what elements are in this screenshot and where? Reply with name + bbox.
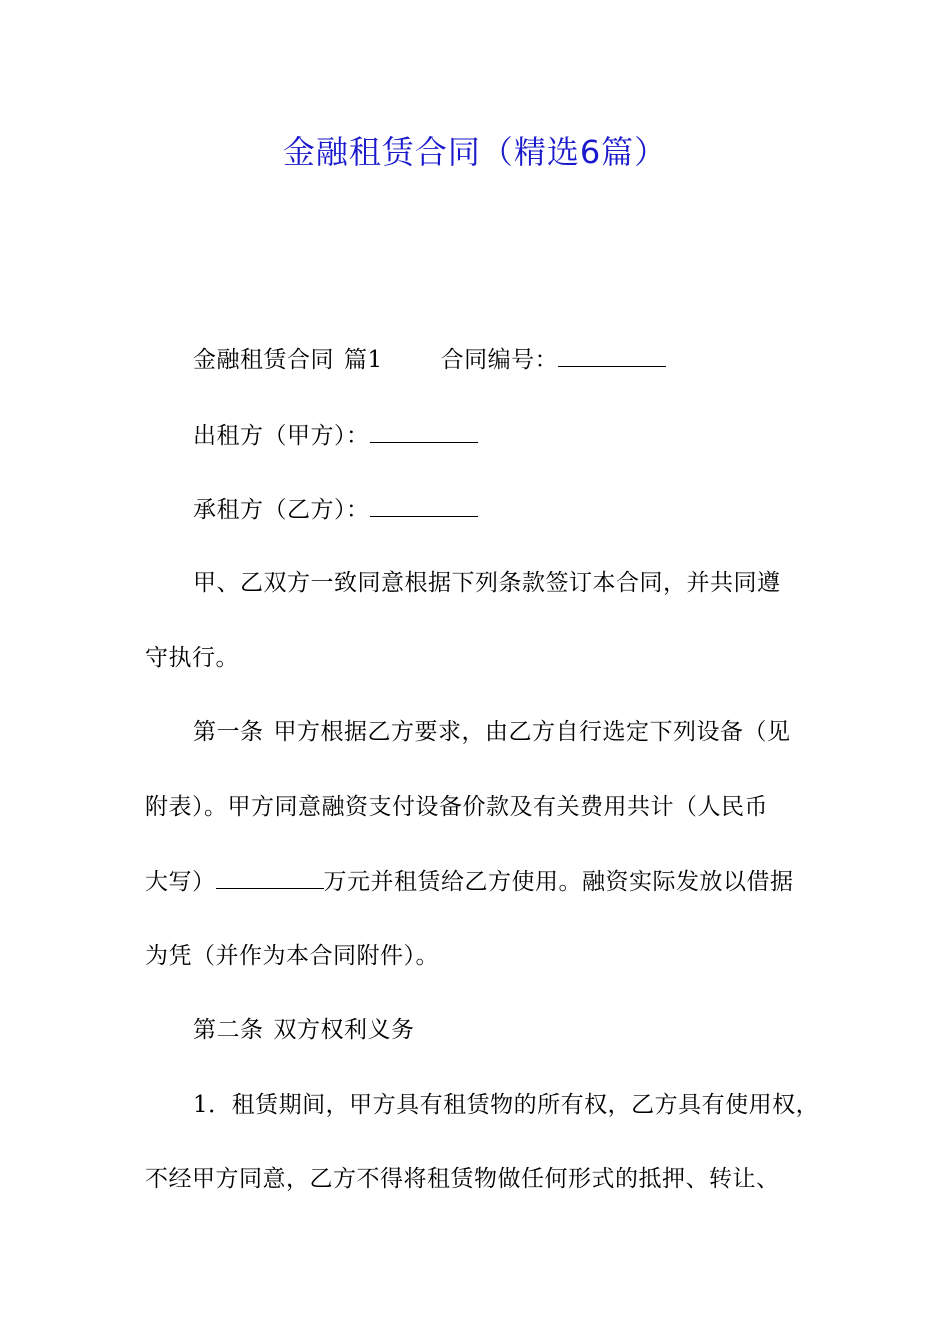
item-1-line-2: 不经甲方同意，乙方不得将租赁物做任何形式的抵押、转让、	[145, 1166, 780, 1192]
article-1-line-1	[193, 715, 791, 749]
article-1-line-3	[145, 864, 794, 899]
lessee-blank	[370, 492, 478, 517]
amount-blank	[216, 864, 324, 889]
amount-suffix: 万元并租赁给乙方使用。融资实际发放以借据	[323, 869, 794, 895]
amount-prefix: 大写）	[145, 869, 216, 895]
article-2-line	[193, 1013, 415, 1047]
part-label: 篇1	[344, 347, 383, 373]
article-1-text: 甲方根据乙方要求，由乙方自行选定下列设备（见	[273, 719, 791, 745]
article-1-heading: 第一条	[193, 719, 264, 745]
lessor-line	[193, 418, 478, 453]
contract-number-label: 合同编号：	[440, 347, 559, 373]
article-2-heading: 第二条	[193, 1017, 264, 1043]
contract-number-blank	[558, 342, 666, 367]
lessee-line	[193, 492, 478, 527]
lessor-label: 出租方（甲方）：	[193, 423, 370, 449]
contract-name: 金融租赁合同	[193, 347, 334, 373]
document-title: 金融租赁合同（精选6篇）	[282, 133, 668, 171]
article-2-text: 双方权利义务	[273, 1017, 415, 1043]
article-1-line-4: 为凭（并作为本合同附件）。	[145, 943, 439, 969]
lessee-label: 承租方（乙方）：	[193, 497, 370, 523]
contract-header-line	[193, 342, 666, 377]
intro-paragraph-line-1: 甲、乙双方一致同意根据下列条款签订本合同，并共同遵	[193, 570, 781, 596]
article-1-line-2: 附表）。甲方同意融资支付设备价款及有关费用共计（人民币	[145, 794, 768, 820]
item-1-line-1: 1．租赁期间，甲方具有租赁物的所有权，乙方具有使用权，	[193, 1092, 820, 1118]
lessor-blank	[370, 418, 478, 443]
intro-paragraph-line-2: 守执行。	[145, 645, 239, 671]
